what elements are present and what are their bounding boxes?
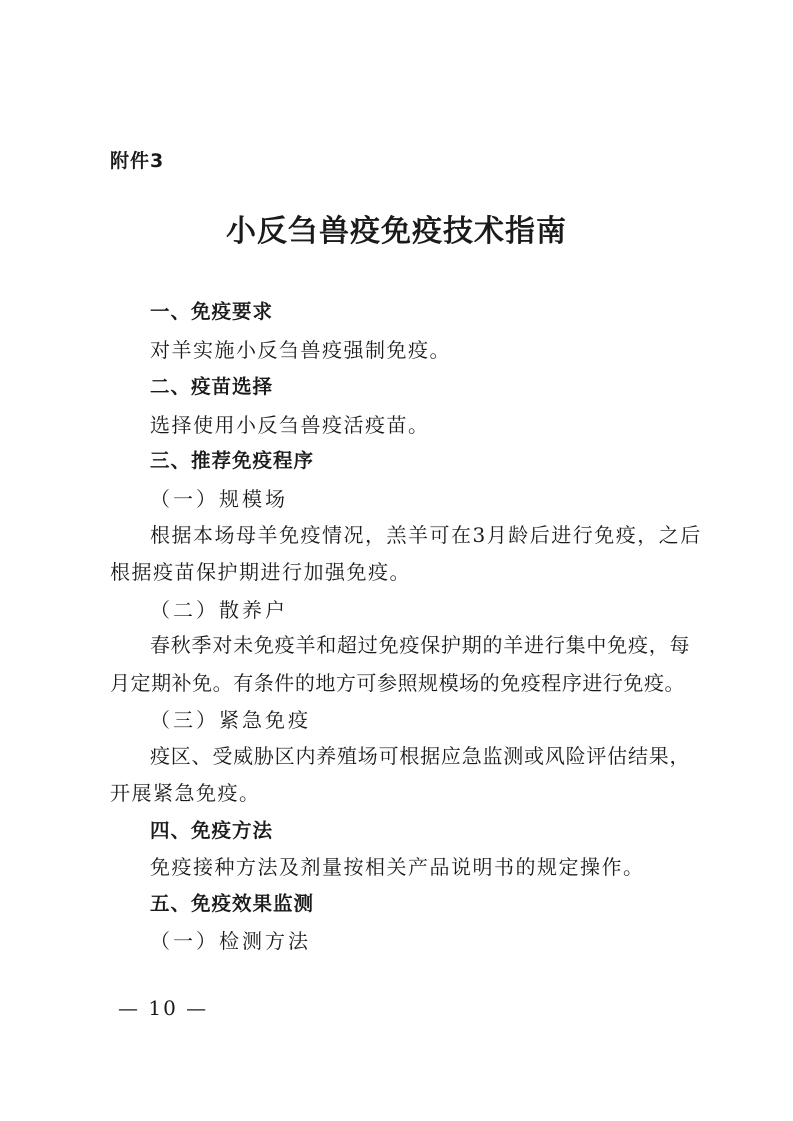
paragraph-5-line-2: 开展紧急免疫。 [110, 781, 261, 805]
paragraph-1: 对羊实施小反刍兽疫强制免疫。 [150, 338, 451, 362]
section-heading-4: 四、免疫方法 [150, 819, 274, 842]
section-heading-2: 二、疫苗选择 [150, 375, 274, 398]
paragraph-5-line-1: 疫区、受威胁区内养殖场可根据应急监测或风险评估结果， [150, 744, 690, 768]
attachment-label: 附件3 [110, 150, 165, 172]
section-heading-5: 五、免疫效果监测 [150, 892, 315, 915]
paragraph-4-line-1: 春秋季对未免疫羊和超过免疫保护期的羊进行集中免疫，每 [150, 633, 690, 657]
section-heading-3: 三、推荐免疫程序 [150, 449, 315, 472]
page-number: — 10 — [118, 996, 209, 1020]
subsection-4: （一）检测方法 [150, 929, 311, 953]
subsection-2: （二）散养户 [150, 598, 288, 622]
section-heading-1: 一、免疫要求 [150, 300, 274, 323]
document-title: 小反刍兽疫免疫技术指南 [226, 214, 567, 249]
paragraph-3-line-1: 根据本场母羊免疫情况，羔羊可在3月龄后进行免疫，之后 [150, 523, 702, 547]
paragraph-4-line-2: 月定期补免。有条件的地方可参照规模场的免疫程序进行免疫。 [110, 671, 685, 695]
subsection-3: （三）紧急免疫 [150, 708, 311, 732]
paragraph-3-line-2: 根据疫苗保护期进行加强免疫。 [110, 560, 411, 584]
paragraph-2: 选择使用小反刍兽疫活疫苗。 [150, 413, 430, 437]
paragraph-6: 免疫接种方法及剂量按相关产品说明书的规定操作。 [150, 855, 645, 879]
subsection-1: （一）规模场 [150, 487, 288, 511]
